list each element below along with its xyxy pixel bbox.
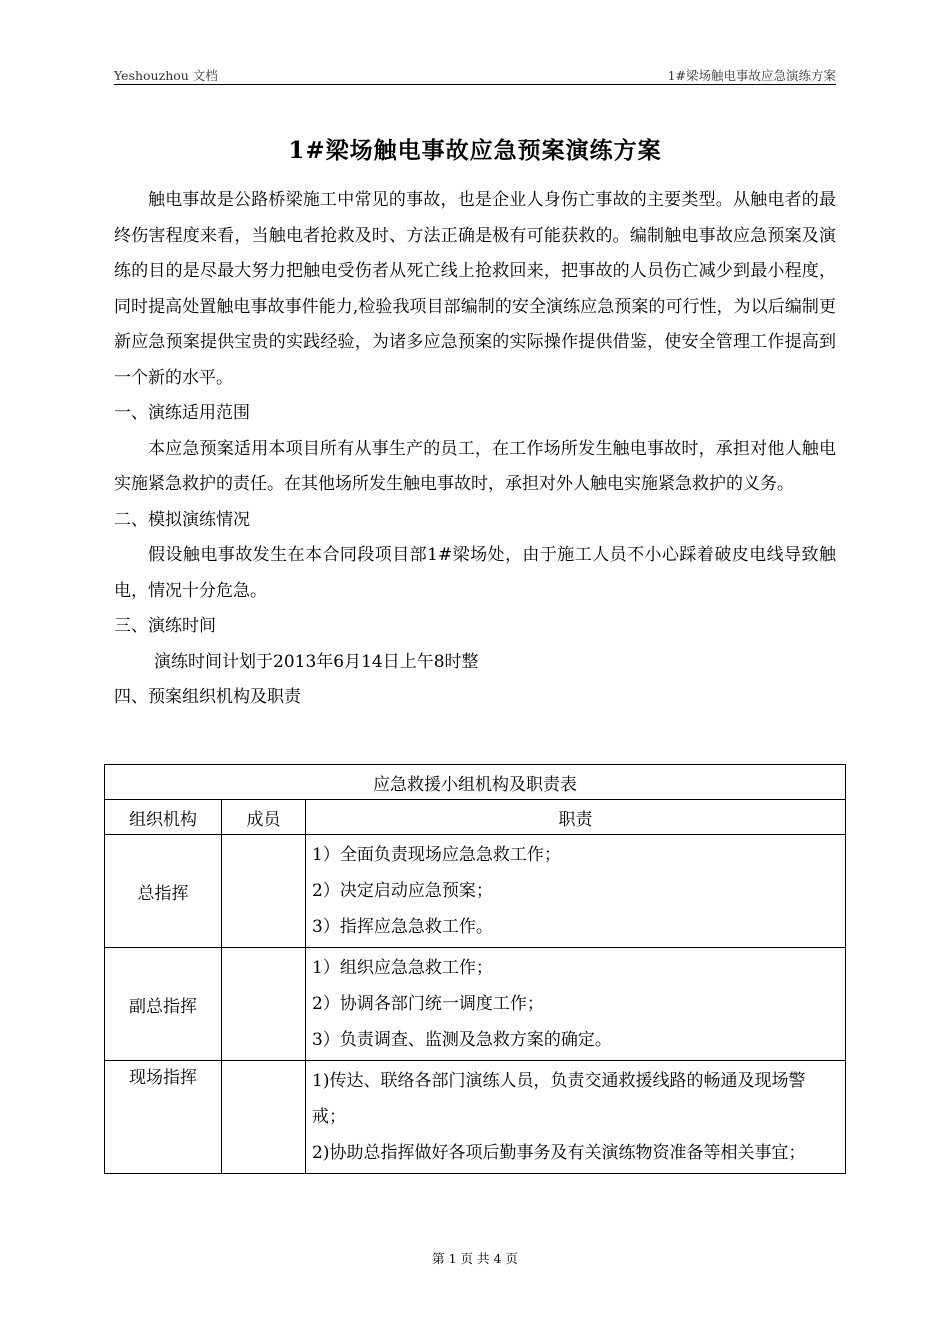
table-row <box>105 1061 846 1174</box>
section-heading: 四、预案组织机构及职责 <box>114 687 301 707</box>
column-header: 职责 <box>306 800 846 835</box>
section-heading: 一、演练适用范围 <box>114 403 250 423</box>
table-row <box>105 835 846 948</box>
duty-line: 1）全面负责现场应急急救工作； <box>312 845 561 865</box>
duty-line: 2）协调各部门统一调度工作； <box>312 994 544 1014</box>
table-row <box>105 948 846 1061</box>
column-header: 成员 <box>222 800 306 835</box>
org-cell: 总指挥 <box>105 835 222 948</box>
duty-line: 2)协助总指挥做好各项后勤事务及有关演练物资准备等相关事宜； <box>312 1143 806 1163</box>
column-header: 组织机构 <box>105 800 222 835</box>
header-left: Yeshouzhou 文档 <box>114 68 218 83</box>
intro-paragraph: 触电事故是公路桥梁施工中常见的事故，也是企业人身伤亡事故的主要类型。从触电者的最终伤害程度来看，当触电者抢救及时、方法正确是极有可能获救的。编制触电事故应急预案及演练的目的是尽最大努力把触电受伤者从死亡线上抢救回来，把事故的人员伤亡减少到最小程度，同时提高处置触电事故事件能力,检验我项目部编制的安全演练应急预案的可行性，为以后编制更新应急预案提供宝贵的实践经验，为诸多应急预案的实际操作提供借鉴，使安全管理工作提高到一个新的水平。 <box>114 190 836 388</box>
section-heading: 二、模拟演练情况 <box>114 509 250 530</box>
duty-line: 3）指挥应急急救工作。 <box>312 917 493 937</box>
document-title: 1#梁场触电事故应急预案演练方案 <box>288 137 662 164</box>
member-cell <box>222 948 306 1061</box>
header-right: 1#梁场触电事故应急演练方案 <box>667 68 836 83</box>
member-cell <box>222 1061 306 1174</box>
page-footer: 第 1 页 共 4 页 <box>432 1251 518 1266</box>
section-heading: 三、演练时间 <box>114 616 216 636</box>
section-paragraph: 假设触电事故发生在本合同段项目部1#梁场处，由于施工人员不小心踩着破皮电线导致触电，情况十分危急。 <box>114 545 836 601</box>
duties-cell <box>306 835 846 948</box>
duties-cell <box>306 948 846 1061</box>
table-header-row <box>105 800 846 835</box>
document-body <box>114 183 836 716</box>
duty-line: 2）决定启动应急预案； <box>312 881 493 901</box>
org-cell: 副总指挥 <box>105 948 222 1061</box>
responsibility-table <box>104 764 846 1174</box>
member-cell <box>222 835 306 948</box>
duties-cell <box>306 1061 846 1174</box>
section-paragraph: 本应急预案适用本项目所有从事生产的员工，在工作场所发生触电事故时，承担对他人触电实施紧急救护的责任。在其他场所发生触电事故时，承担对外人触电实施紧急救护的义务。 <box>114 438 836 494</box>
table-caption-row <box>105 765 846 800</box>
org-cell: 现场指挥 <box>105 1061 222 1174</box>
page-header <box>114 66 836 85</box>
duty-line: 1)传达、联络各部门演练人员，负责交通救援线路的畅通及现场警戒； <box>312 1071 806 1127</box>
duty-line: 1）组织应急急救工作； <box>312 958 493 978</box>
section-paragraph: 演练时间计划于2013年6月14日上午8时整 <box>154 651 479 672</box>
table-caption: 应急救援小组机构及职责表 <box>105 765 846 800</box>
duty-line: 3）负责调查、监测及急救方案的确定。 <box>312 1030 612 1050</box>
